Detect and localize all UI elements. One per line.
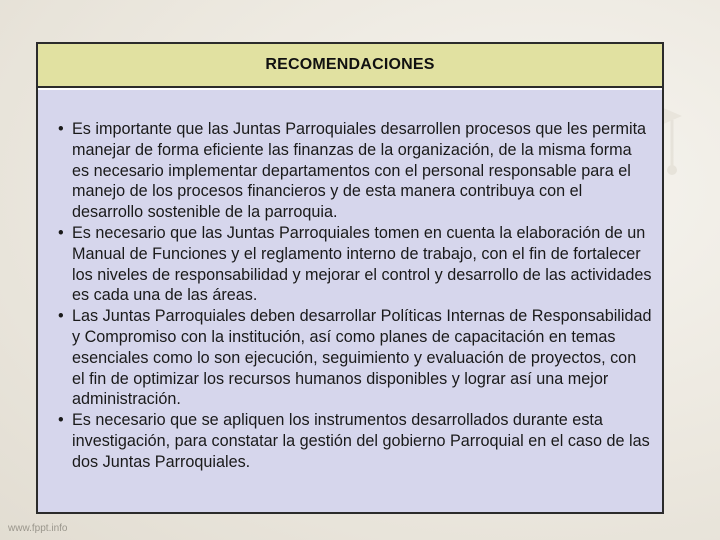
bullet-item bbox=[58, 119, 652, 223]
title-bar bbox=[38, 44, 662, 88]
bullet-item bbox=[58, 410, 652, 472]
bullet-text: Es necesario que se apliquen los instrumentos desarrollados durante esta investigación, para constatar la gestión del gobierno Parroquial en el caso de las dos Juntas Parroquiales. bbox=[72, 411, 650, 471]
body-area bbox=[38, 88, 662, 512]
bullet-icon: • bbox=[58, 411, 64, 430]
bullet-list bbox=[38, 90, 662, 473]
bullet-icon: • bbox=[58, 223, 64, 242]
bullet-text: Las Juntas Parroquiales deben desarrollar Políticas Internas de Responsabilidad y Compromiso con la institución, así como planes de capacitación en temas esenciales como lo son ejecución, seguimiento y evaluación de proyectos, con el fin de optimizar los recursos humanos disponibles y lograr así una mejor administración. bbox=[72, 307, 652, 409]
watermark-text[interactable]: www.fppt.info bbox=[8, 523, 68, 534]
bullet-icon: • bbox=[58, 307, 64, 326]
bullet-item bbox=[58, 223, 652, 306]
slide-title: RECOMENDACIONES bbox=[265, 56, 435, 73]
bullet-text: Es importante que las Juntas Parroquiales desarrollen procesos que les permita manejar de forma eficiente las finanzas de la organización, de la misma forma es necesario implementar departamentos con el personal responsable para el manejo de los procesos financieros y de esta manera contribuya con el desarrollo sostenible de la parroquia. bbox=[72, 120, 647, 222]
bullet-item bbox=[58, 306, 652, 410]
bullet-icon: • bbox=[58, 120, 64, 138]
content-frame bbox=[36, 42, 664, 514]
bullet-text: Es necesario que las Juntas Parroquiales tomen en cuenta la elaboración de un Manual de Funciones y el reglamento interno de trabajo, con el fin de fortalecer los niveles de responsabilidad y mejorar el control y desarrollo de las actividades es cada una de las áreas. bbox=[72, 223, 652, 305]
